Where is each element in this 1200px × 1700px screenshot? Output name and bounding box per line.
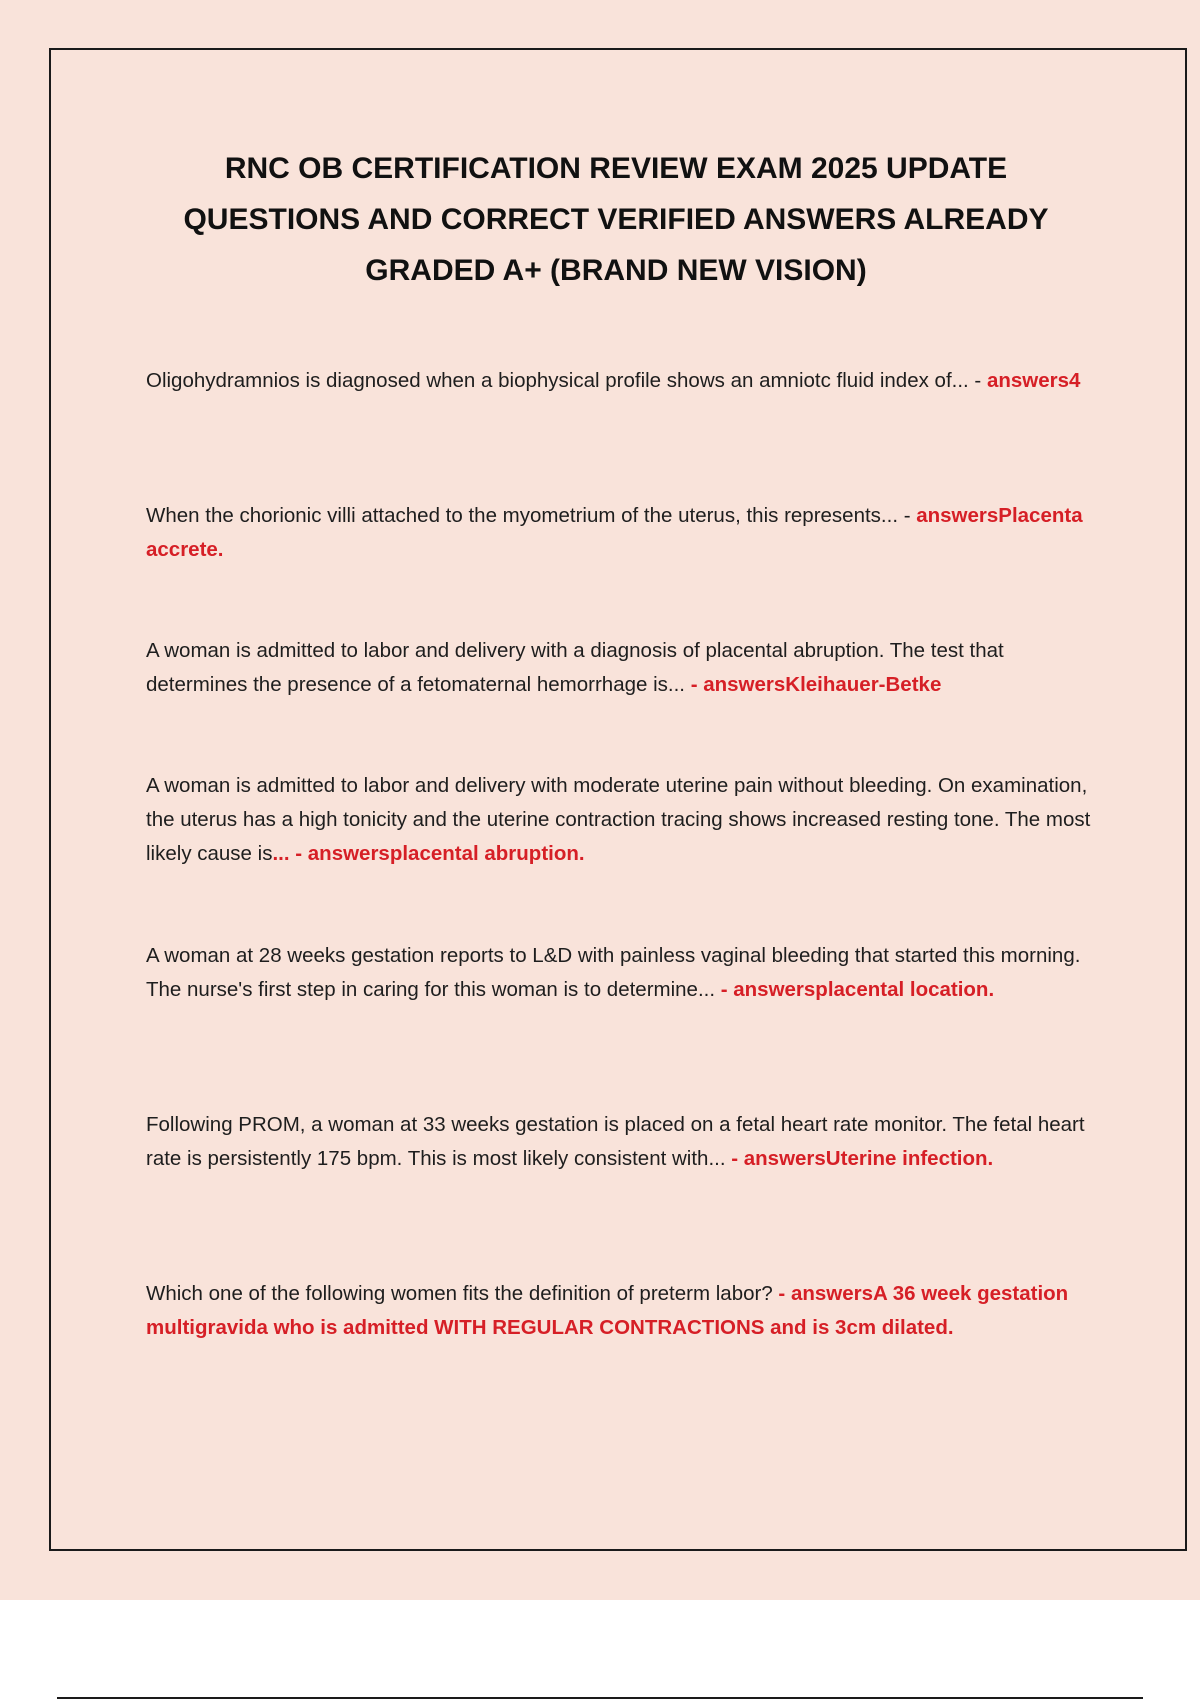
answer-text: answers4 (986, 369, 1081, 392)
question-text: A woman is admitted to labor and delivery with a diagnosis of placental abruption. The test that determines the presence of a fetomaternal hemorrhage is... (146, 639, 1004, 696)
qa-item-4 (146, 769, 1091, 871)
answer-text: - answersA 36 week gestation multigravida who is admitted WITH REGULAR CONTRACTIONS and is 3cm dilated. (146, 1282, 1069, 1339)
next-page-border-edge (57, 1697, 1143, 1699)
document-title: RNC OB CERTIFICATION REVIEW EXAM 2025 UPDATE QUESTIONS AND CORRECT VERIFIED ANSWERS ALREADY GRADED A+ (BRAND NEW VISION) (183, 152, 1049, 287)
question-text: Oligohydramnios is diagnosed when a biophysical profile shows an amniotc fluid index of... - (146, 369, 987, 392)
answer-text: - answersKleihauer-Betke (690, 673, 942, 696)
question-text: Which one of the following women fits the definition of preterm labor? (146, 1282, 779, 1305)
qa-item-6 (146, 1108, 1091, 1176)
answer-text: - answersplacental location. (720, 978, 995, 1001)
answer-text: - answersUterine infection. (731, 1147, 994, 1170)
question-text: Following PROM, a woman at 33 weeks gestation is placed on a fetal heart rate monitor. The fetal heart rate is persistently 175 bpm. This is most likely consistent with... (146, 1113, 1085, 1170)
qa-item-5 (146, 939, 1091, 1007)
qa-item-7 (146, 1277, 1091, 1345)
qa-item-1 (146, 364, 1091, 398)
question-text: A woman at 28 weeks gestation reports to L&D with painless vaginal bleeding that started this morning. The nurse's first step in caring for this woman is to determine... (146, 944, 1081, 1001)
answer-text: ... - answersplacental abruption. (272, 842, 585, 865)
answer-text: answersPlacenta accrete. (146, 504, 1083, 561)
qa-item-3 (146, 634, 1091, 702)
question-text: A woman is admitted to labor and delivery with moderate uterine pain without bleeding. On examination, the uterus has a high tonicity and the uterine contraction tracing shows increased resting tone. The most likely cause is (146, 774, 1091, 865)
question-text: When the chorionic villi attached to the myometrium of the uterus, this represents... - (146, 504, 917, 527)
qa-item-2 (146, 499, 1091, 567)
